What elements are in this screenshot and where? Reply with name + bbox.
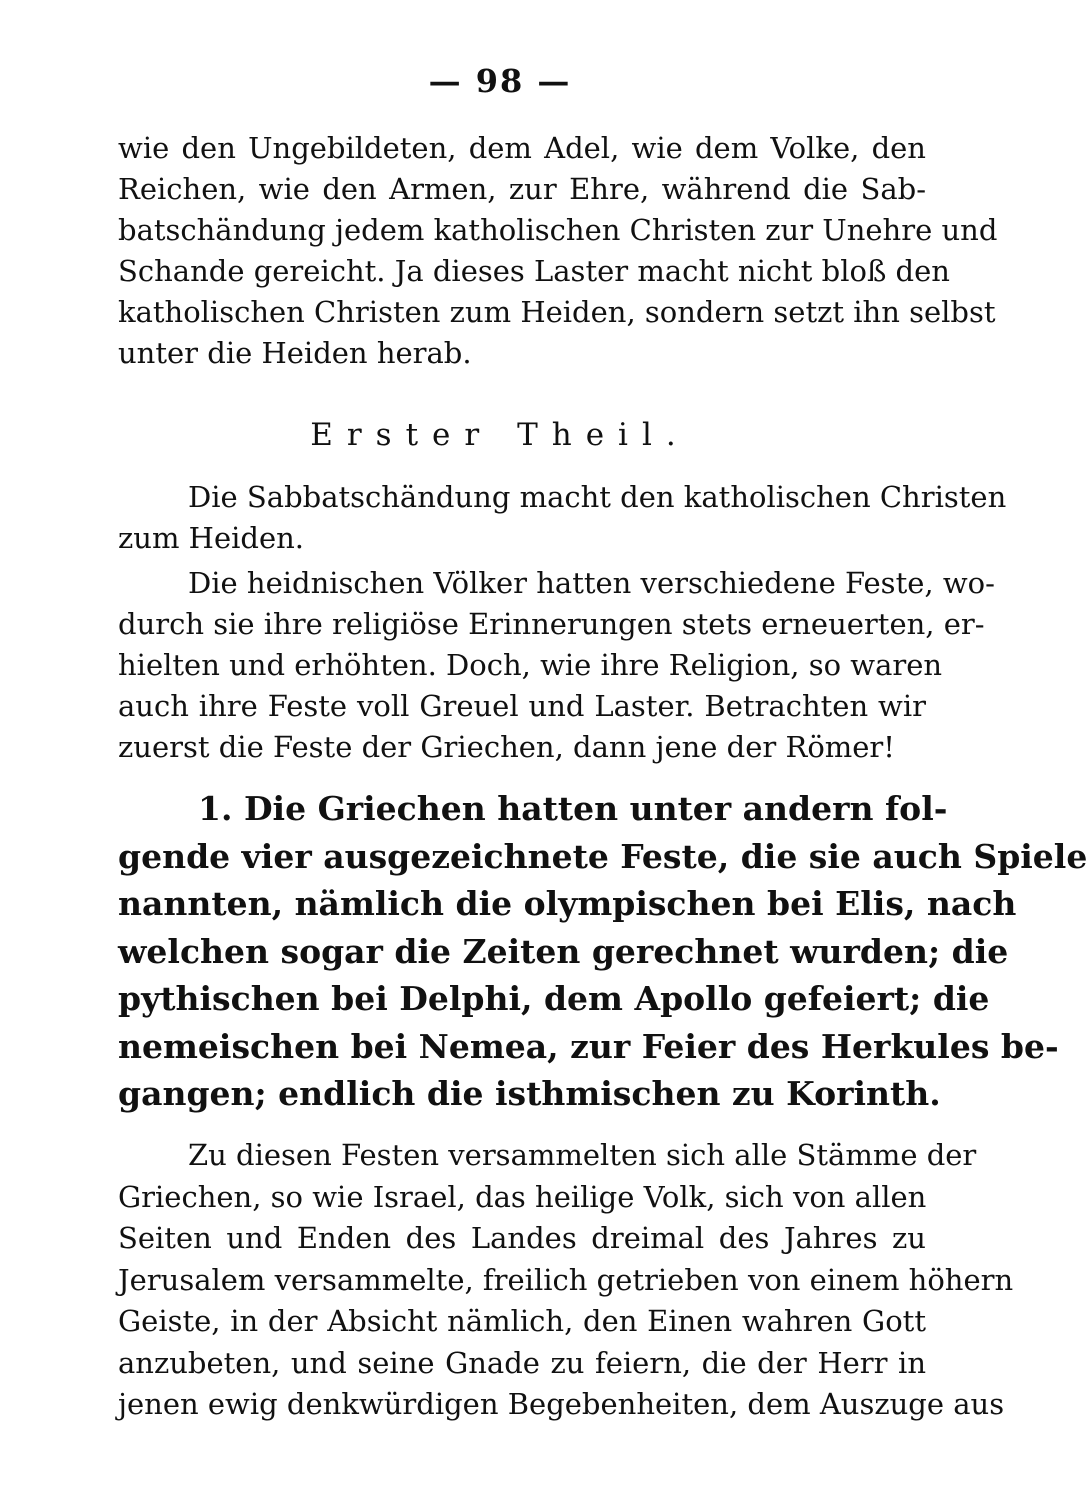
text-line: Die heidnischen Völker hatten verschiedene Feste, wo- [188, 566, 995, 600]
text-line: nannten, nämlich die olympischen bei Elis, nach [118, 884, 1017, 923]
text-line: Jerusalem versammelte, freilich getrieben von einem höhern [118, 1262, 1014, 1297]
text-line: gangen; endlich die isthmischen zu Korinth. [118, 1074, 941, 1113]
text-line: Die Sabbatschändung macht den katholischen Christen [188, 480, 1007, 514]
text-line: unter die Heiden herab. [118, 336, 472, 370]
text-line: gende vier ausgezeichnete Feste, die sie auch Spiele [118, 836, 1087, 876]
text-line: Schande gereicht. Ja dieses Laster macht nicht bloß den [118, 254, 950, 288]
text-line: Seiten und Enden des Landes dreimal des Jahres zu [118, 1221, 926, 1255]
text-line: pythischen bei Delphi, dem Apollo gefeiert; die [118, 979, 990, 1018]
text-line: zuerst die Feste der Griechen, dann jene der Römer! [118, 730, 895, 764]
paragraph-heathen-feasts [118, 563, 995, 768]
section-heading: Erster Theil. [310, 417, 690, 453]
text-line: durch sie ihre religiöse Erinnerungen stets erneuerten, er- [118, 607, 985, 641]
text-line: welchen sogar die Zeiten gerechnet wurden; die [118, 931, 1009, 971]
text-line: Griechen, so wie Israel, das heilige Volk, sich von allen [118, 1179, 927, 1214]
text-line: hielten und erhöhten. Doch, wie ihre Religion, so waren [118, 648, 943, 682]
intro-paragraph [118, 128, 998, 374]
text-line: 1. Die Griechen hatten unter andern fol- [198, 789, 948, 828]
text-line: batschändung jedem katholischen Christen zur Unehre und [118, 213, 998, 247]
paragraph-greek-feasts [118, 785, 1087, 1118]
text-line: nemeischen bei Nemea, zur Feier des Herkules be- [118, 1026, 1059, 1066]
paragraph-gatherings [118, 1135, 1014, 1426]
thesis-paragraph [118, 477, 1007, 559]
text-line: auch ihre Feste voll Greuel und Laster. Betrachten wir [118, 689, 926, 723]
page-number: — 98 — [428, 62, 572, 100]
text-line: Geiste, in der Absicht nämlich, den Einen wahren Gott [118, 1304, 926, 1338]
text-line: zum Heiden. [118, 521, 305, 555]
text-line: Reichen, wie den Armen, zur Ehre, während die Sab- [118, 172, 926, 206]
text-line: jenen ewig denkwürdigen Begebenheiten, dem Auszuge aus [118, 1387, 1005, 1421]
text-line: Zu diesen Festen versammelten sich alle Stämme der [188, 1138, 977, 1172]
text-line: anzubeten, und seine Gnade zu feiern, die der Herr in [118, 1345, 926, 1380]
text-line: katholischen Christen zum Heiden, sondern setzt ihn selbst [118, 295, 996, 329]
text-line: wie den Ungebildeten, dem Adel, wie dem Volke, den [118, 131, 926, 165]
